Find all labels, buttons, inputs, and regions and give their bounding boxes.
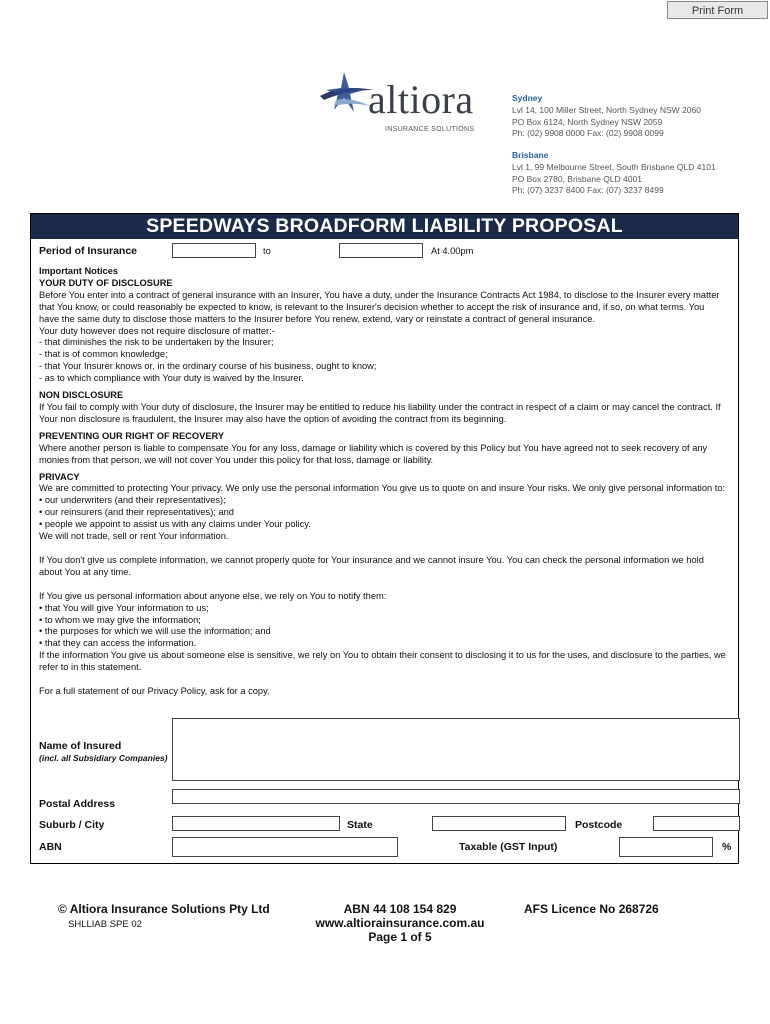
privacy-line: • our reinsurers (and their representatives); and: [39, 507, 234, 518]
office-line: Lvl 14, 100 Miller Street, North Sydney NSW 2060: [512, 105, 701, 115]
privacy-line: • people we appoint to assist us with any claims under Your policy.: [39, 519, 311, 530]
duty-line: Before You enter into a contract of general insurance with an Insurer, You have a duty, under the Insurance Contracts Act 1984, to disclose to the Insurer every matter: [39, 289, 720, 300]
duty-line: Your duty however does not require disclosure of matter:-: [39, 325, 275, 336]
privacy-line: • that they can access the information.: [39, 638, 197, 649]
office-line: Ph: (02) 9908 0000 Fax: (02) 9908 0099: [512, 128, 664, 138]
office-name: Sydney: [512, 93, 543, 103]
duty-line: - that diminishes the risk to be undertaken by the Insurer;: [39, 337, 274, 348]
footer-company: © Altiora Insurance Solutions Pty Ltd: [58, 902, 270, 916]
privacy-line: We are committed to protecting Your privacy. We only use the personal information You give us to quote on and insure Your risks. We only give personal information to:: [39, 483, 726, 494]
office-line: PO Box 6124, North Sydney NSW 2059: [512, 116, 663, 127]
privacy-policy-line: For a full statement of our Privacy Policy, ask for a copy.: [39, 686, 270, 697]
postal-address-input[interactable]: [172, 789, 740, 804]
logo-subtitle: INSURANCE SOLUTIONS: [385, 126, 475, 133]
office-line: Lvl 1, 99 Melbourne Street, South Brisbane QLD 4101: [512, 162, 716, 172]
logo-wordmark: altiora: [368, 77, 474, 122]
duty-line: that You know, or could reasonably be expected to know, is relevant to the Insurer's decision whether to accept the risk of insurance and, if so, on what terms. You: [39, 301, 705, 312]
period-from-input[interactable]: [172, 243, 256, 258]
print-form-button[interactable]: Print Form: [667, 1, 768, 19]
altiora-logo: [316, 70, 492, 136]
duty-line: - as to which compliance with Your duty is waived by the Insurer.: [39, 373, 304, 384]
percent-sign: %: [722, 841, 732, 853]
privacy-line: If You give us personal information about anyone else, we rely on You to notify them:: [39, 590, 387, 601]
period-label: Period of Insurance: [39, 245, 138, 257]
postcode-label: Postcode: [575, 819, 623, 831]
privacy-line: • to whom we may give the information;: [39, 614, 201, 625]
duty-heading: YOUR DUTY OF DISCLOSURE: [39, 277, 173, 288]
suburb-input[interactable]: [172, 816, 340, 831]
footer-website: www.altiorainsurance.com.au: [315, 916, 485, 930]
privacy-line: about You at any time.: [39, 566, 132, 577]
non-disclosure-line: Your non disclosure is fraudulent, the Insurer may also have the option of avoiding the contract from its beginning.: [39, 413, 507, 424]
insured-name-sublabel: (incl. all Subsidiary Companies): [39, 753, 168, 763]
privacy-line: We will not trade, sell or rent Your information.: [39, 531, 229, 542]
insured-name-label: Name of Insured: [39, 740, 122, 752]
recovery-line: monies from that person, we will not cover You under this policy for that loss, damage or liability.: [39, 454, 434, 465]
non-disclosure-line: If You fail to comply with Your duty of disclosure, the Insurer may be entitled to reduce his liability under the contract in respect of a claim or may cancel the contract. If: [39, 401, 721, 412]
duty-line: - that is of common knowledge;: [39, 349, 168, 360]
time-label: At 4.00pm: [431, 246, 474, 256]
privacy-line: • the purposes for which we will use the information; and: [39, 626, 271, 637]
postal-address-label: Postal Address: [39, 798, 116, 810]
privacy-line: If You don't give us complete information, we cannot properly quote for Your insurance and we cannot insure You. You can check the personal information we hold: [39, 554, 704, 565]
insured-name-input[interactable]: [172, 718, 740, 781]
recovery-line: Where another person is liable to compensate You for any loss, damage or liability which is covered by this Policy but You have agreed not to seek recovery of any: [39, 442, 708, 453]
office-sydney: [512, 93, 762, 140]
privacy-line: If the information You give us about someone else is sensitive, we rely on You to obtain their consent to disclosing it to us for the uses, and disclosure to the parties, we: [39, 650, 726, 661]
form-title: SPEEDWAYS BROADFORM LIABILITY PROPOSAL: [31, 214, 738, 239]
office-line: PO Box 2780, Brisbane QLD 4001: [512, 173, 642, 184]
privacy-line: refer to in this statement.: [39, 662, 142, 673]
postcode-input[interactable]: [653, 816, 740, 831]
duty-line: have the same duty to disclose those matters to the Insurer before You renew, extend, vary or reinstate a contract of general insurance.: [39, 313, 596, 324]
recovery-heading: PREVENTING OUR RIGHT OF RECOVERY: [39, 430, 225, 441]
period-to-input[interactable]: [339, 243, 423, 258]
state-input[interactable]: [432, 816, 566, 831]
abn-label: ABN: [39, 841, 62, 853]
duty-line: - that Your Insurer knows or, in the ordinary course of his business, ought to know;: [39, 361, 377, 372]
important-notices-heading: Important Notices: [39, 266, 119, 276]
privacy-line: • that You will give Your information to us;: [39, 602, 209, 613]
footer-afs-licence: AFS Licence No 268726: [524, 902, 659, 916]
suburb-label: Suburb / City: [39, 819, 105, 831]
office-line: Ph: (07) 3237 8400 Fax: (07) 3237 8499: [512, 185, 664, 195]
office-brisbane: [512, 150, 762, 197]
taxable-label: Taxable (GST Input): [459, 841, 558, 853]
privacy-heading: PRIVACY: [39, 471, 80, 482]
privacy-line: • our underwriters (and their representatives);: [39, 495, 226, 506]
office-name: Brisbane: [512, 150, 549, 160]
taxable-input[interactable]: [619, 837, 713, 857]
state-label: State: [347, 819, 373, 831]
non-disclosure-heading: NON DISCLOSURE: [39, 390, 124, 401]
footer-abn: ABN 44 108 154 829: [343, 902, 457, 916]
footer-form-code: SHLLIAB SPE 02: [68, 919, 142, 930]
abn-input[interactable]: [172, 837, 398, 857]
footer-page-number: Page 1 of 5: [368, 930, 432, 944]
to-label: to: [263, 246, 271, 256]
notices-section: [39, 266, 734, 698]
